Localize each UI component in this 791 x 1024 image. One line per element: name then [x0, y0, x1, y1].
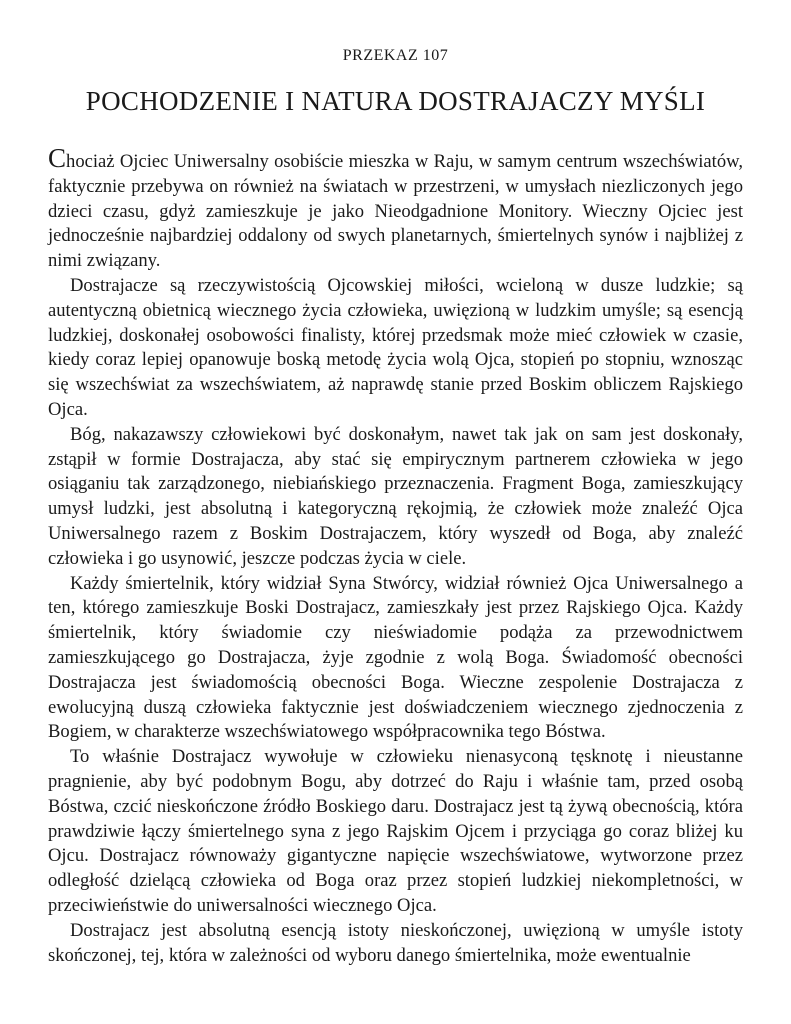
paragraph-3: Bóg, nakazawszy człowiekowi być doskonałym, nawet tak jak on sam jest doskonały, zstąpił w formie Dostrajacza, aby stać się empirycznym partnerem człowieka w jego osiąganiu tak zarządzonego, niebiańskiego przeznaczenia. Fragment Boga, zamieszkujący umysł ludzki, jest absolutną i kategoryczną rękojmią, że człowiek może znaleźć Ojca Uniwersalnego razem z Boskim Dostrajaczem, który wyszedł od Boga, aby znaleźć człowieka i go usynowić, jeszcze podczas życia w ciele. — [48, 423, 743, 569]
paragraph-1-text: hociaż Ojciec Uniwersalny osobiście mieszka w Raju, w samym centrum wszechświatów, faktycznie przebywa on również na światach w przestrzeni, w umysłach niezliczonych jego dzieci czasu, gdyż zamieszkuje je jako Nieodgadnione Monitory. Wieczny Ojciec jest jednocześnie najbardziej oddalony od swych planetarnych, śmiertelnych synów i najbliżej z nimi związany. — [48, 151, 743, 272]
paragraph-6: Dostrajacz jest absolutną esencją istoty nieskończonej, uwięzioną w umyśle istoty skończonej, tej, która w zależności od wyboru danego śmiertelnika, może ewentualnie — [48, 919, 743, 966]
paragraph-1 — [48, 145, 743, 274]
drop-cap-initial: C — [48, 143, 67, 173]
paragraph-4: Każdy śmiertelnik, który widział Syna Stwórcy, widział również Ojca Uniwersalnego a ten, którego zamieszkuje Boski Dostrajacz, zamieszkały jest przez Rajskiego Ojca. Każdy śmiertelnik, który świadomie czy nieświadomie podąża za przewodnictwem zamieszkującego go Dostrajacza, żyje zgodnie z wolą Boga. Świadomość obecności Dostrajacza jest świadomością obecności Boga. Wieczne zespolenie Dostrajacza z ewolucyjną duszą człowieka faktycznie jest doświadczeniem wiecznego zjednoczenia z Bogiem, w charakterze wszechświatowego współpracownika tego Bóstwa. — [48, 572, 743, 743]
body-text — [48, 145, 743, 968]
chapter-label: PRZEKAZ 107 — [342, 47, 449, 64]
paragraph-5: To właśnie Dostrajacz wywołuje w człowieku nienasyconą tęsknotę i nieustanne pragnienie, aby być podobnym Bogu, aby dotrzeć do Raju i właśnie tam, przed osobą Bóstwa, czcić nieskończone źródło Boskiego daru. Dostrajacz jest tą żywą obecnością, która prawdziwie łączy śmiertelnego syna z jego Rajskim Ojcem i przyciąga go coraz bliżej ku Ojcu. Dostrajacz równoważy gigantyczne napięcie wszechświatowe, wytworzone przez odległość dzielącą człowieka od Boga oraz przez stopień ludzkiej niekompletności, w przeciwieństwie do uniwersalności wiecznego Ojca. — [48, 746, 743, 916]
chapter-title: POCHODZENIE I NATURA DOSTRAJACZY MYŚLI — [85, 86, 706, 116]
paragraph-2: Dostrajacze są rzeczywistością Ojcowskiej miłości, wcieloną w dusze ludzkie; są autentyczną obietnicą wiecznego życia człowieka, uwięzioną w ludzkim umyśle; są esencją ludzkiej, doskonałej osobowości finalisty, której przedsmak może mieć człowiek w czasie, kiedy coraz lepiej opanowuje boską metodę życia wolą Ojca, stopień po stopniu, wznosząc się wszechświat za wszechświatem, aż naprawdę stanie przed Boskim obliczem Rajskiego Ojca. — [48, 274, 743, 420]
